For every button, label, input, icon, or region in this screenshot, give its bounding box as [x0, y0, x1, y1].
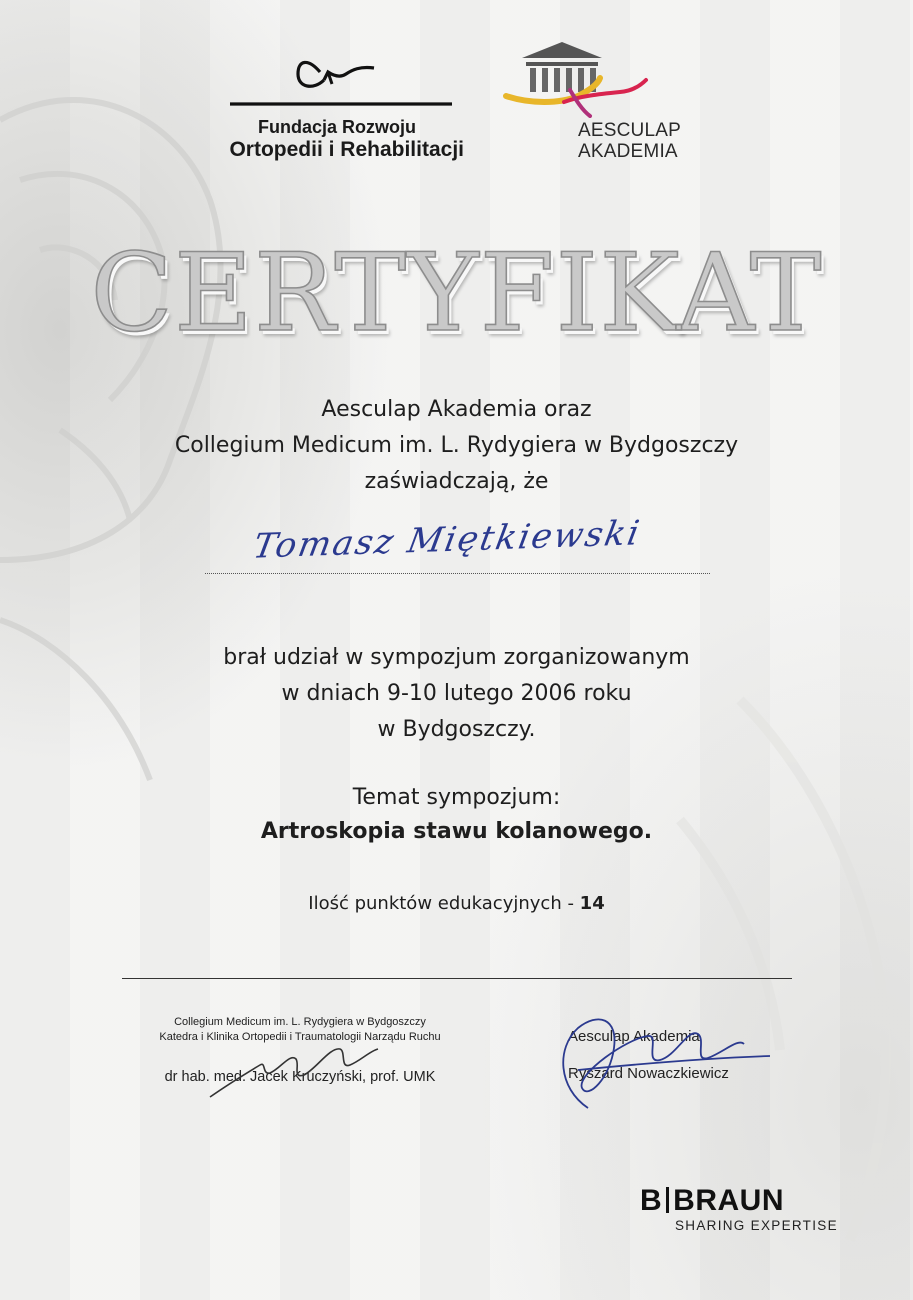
signature-divider — [122, 978, 792, 979]
body-line-1: brał udział w sympozjum zorganizowanym — [223, 645, 690, 670]
left-signatory-name: dr hab. med. Jacek Kruczyński, prof. UMK — [164, 1069, 436, 1085]
points-label: Ilość punktów edukacyjnych - — [308, 893, 580, 914]
left-department: Katedra i Klinika Ortopedii i Traumatologii Narządu Ruchu — [159, 1031, 441, 1043]
topic-label: Temat sympozjum: — [352, 785, 561, 810]
intro-line-2: Collegium Medicum im. L. Rydygiera w Bydgoszczy — [174, 433, 739, 458]
intro-text — [0, 392, 913, 500]
body-line-3: w Bydgoszczy. — [377, 717, 536, 742]
right-signature-scribble — [548, 1008, 778, 1113]
right-signatory-name: Ryszard Nowaczkiewicz — [568, 1065, 729, 1082]
aesculap-akademia-logo — [500, 38, 690, 168]
academy-name-line1: AESCULAP — [578, 120, 681, 141]
academy-name-line2: AKADEMIA — [578, 141, 678, 162]
left-institution: Collegium Medicum im. L. Rydygiera w Bydgoszczy — [174, 1016, 426, 1028]
name-dotted-line — [205, 573, 710, 574]
certificate-title: CERTYFIKAT — [90, 231, 823, 356]
topic-value: Artroskopia stawu kolanowego. — [260, 819, 653, 844]
participant-name-handwritten: Tomasz Miętkiewski — [250, 513, 645, 567]
participation-text — [0, 640, 913, 748]
bbraun-tagline: SHARING EXPERTISE — [675, 1218, 838, 1233]
bbraun-logo — [640, 1185, 838, 1233]
foundation-name-line1: Fundacja Rozwoju — [257, 117, 416, 137]
points-value: 14 — [579, 893, 605, 914]
right-institution: Aesculap Akademia — [568, 1028, 700, 1045]
intro-line-3: zaświadczają, że — [364, 469, 549, 494]
left-signature-scribble — [200, 1035, 400, 1105]
body-line-2: w dniach 9-10 lutego 2006 roku — [281, 681, 632, 706]
intro-line-1: Aesculap Akademia oraz — [321, 397, 592, 422]
brand-name: BRAUN — [673, 1184, 784, 1217]
bbraun-wordmark — [640, 1185, 838, 1217]
foundation-name-line2: Ortopedii i Rehabilitacji — [229, 138, 464, 161]
foundation-emblem-icon — [228, 50, 456, 110]
brand-separator — [666, 1187, 669, 1213]
foundation-logo — [228, 50, 464, 165]
temple-icon — [500, 38, 690, 118]
brand-letter: B — [640, 1184, 663, 1217]
education-points — [0, 886, 913, 922]
